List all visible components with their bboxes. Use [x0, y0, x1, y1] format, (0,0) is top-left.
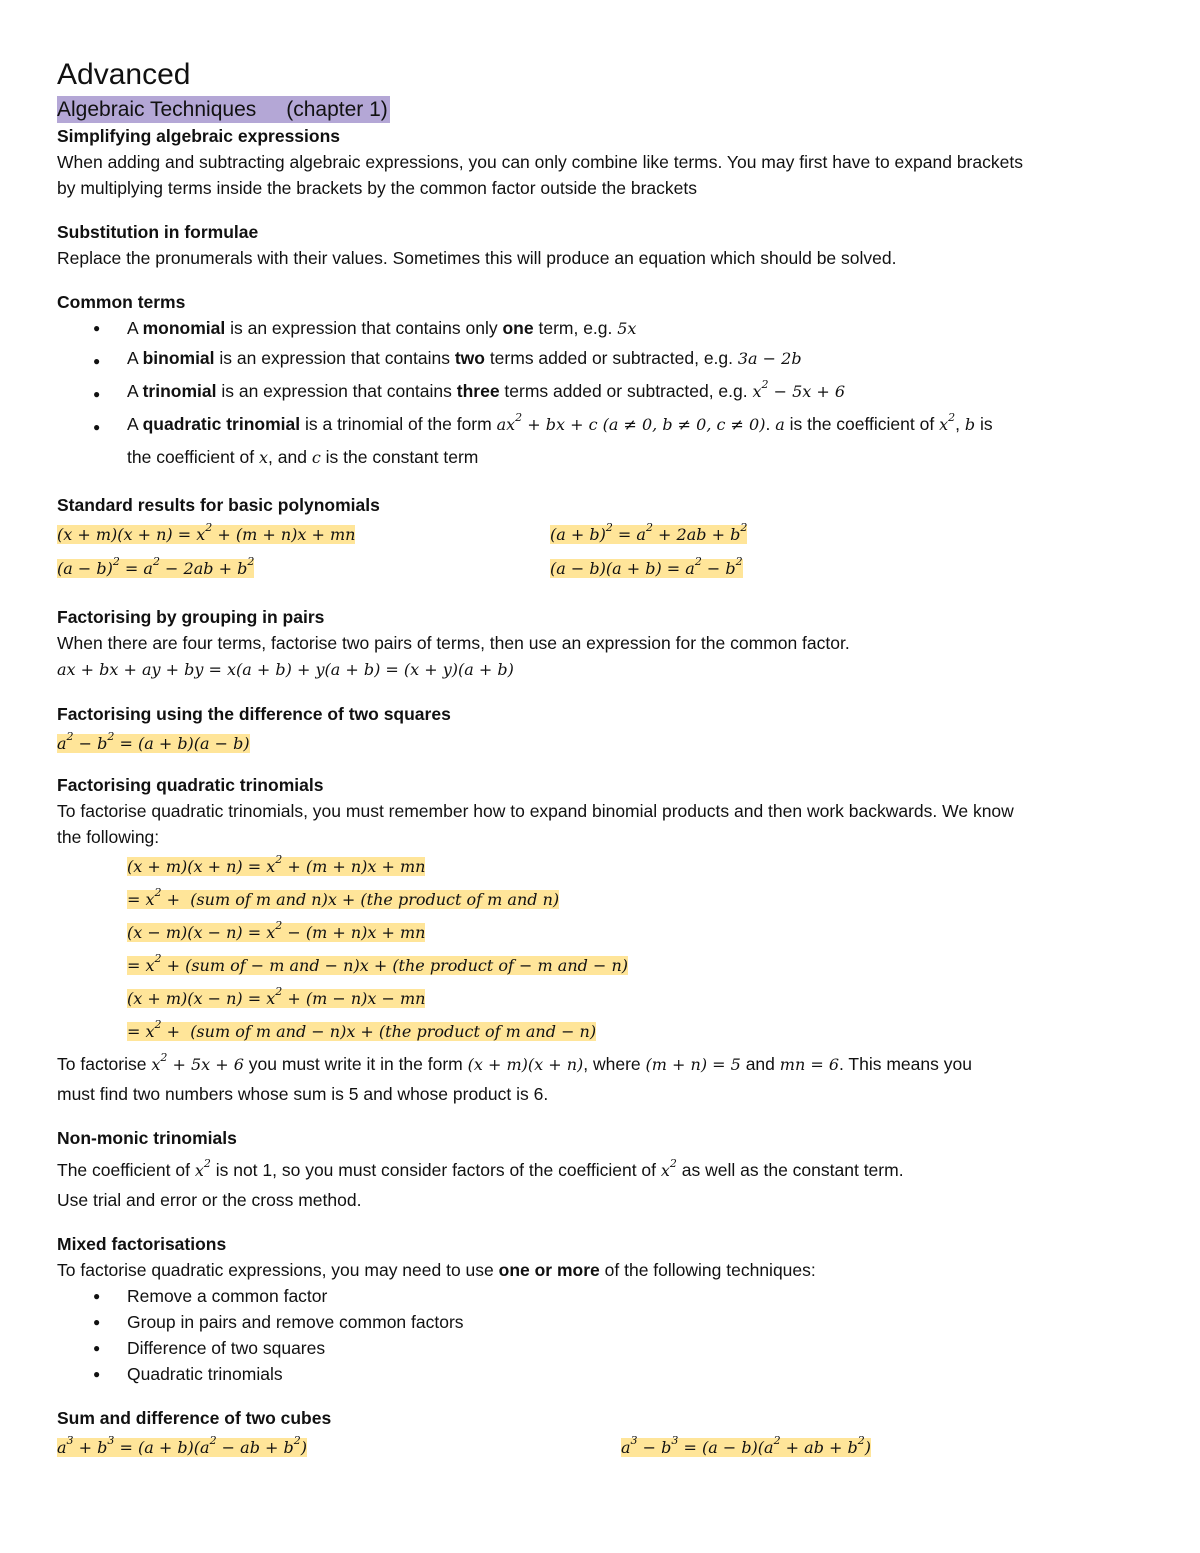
- quadratic-example: To factorise $x^2 + 5x + 6$ you must write it in the form (x + m)(x + n), where (m + n) = 5 and mn = 6. This means you: [57, 1051, 972, 1074]
- formula-sum-of-cubes: $a^3 + b^3 = (a + b)(a^2$ − ab + $b^2$): [57, 1434, 308, 1457]
- nonmonic-text-1: The coefficient of $x^2$ is not 1, so you must consider factors of the coefficient of $x^2$ as well as the constant term.: [57, 1157, 904, 1180]
- document-page: Advanced Algebraic Techniques (chapter 1) Simplifying algebraic expressions When adding and subtracting algebraic expressions, you can only combine like terms. You may first have to expand brackets by multiplying terms inside the brackets by the common factor outside the brackets Substitution in formulae Replace the pronumerals with their values. Sometimes this will produce an equation which should be solved. Common terms ● A monomial is an expression that contains only one term, e.g. 5x ● A binomial is an expression that contains two terms added or subtracted, e.g. 3a − 2b ● A trinomial is an expression that contains three terms added or subtracted, e.g. $x^2 - 5x + 6$ ● A quadratic trinomial is a trinomial of the form $ax^2$ + bx + c (a ≠ 0, b ≠ 0, c ≠ 0). a is the coefficient of $x^2$, b is the coefficient of x, and c is the constant term Standard results for basic polynomials $(x + m)(x + n) = x^2 + (m + n)x$ + mn $(a + b)^2 = a^2 + 2ab + b^2$ $(a - b)^2 = a^2 - 2ab + b^2$ $(a - b)(a + b) = a^2 - b^2$ Factorising by grouping in pairs When there are four terms, factorise two pairs of terms, then use an expression for the common factor. ax + bx + ay + by = x(a + b) + y(a + b) = (x + y)(a + b) Factorising using the difference of two squares $a^2 - b^2 = (a + b)(a - b)$ Factorising quadratic trinomials To factorise quadratic trinomials, you must remember how to expand binomial products and then work backwards. We know the following: $(x + m)(x + n) = x^2 + (m + n)x$ + mn = $x^2 + (sum$ of m and n)x + (the product of m and n) $(x - m)(x - n) = x^2 - (m + n)x$ + mn = $x^2 + (sum$ of − m and − n)x + (the product of − m and − n) $(x + m)(x - n) = x^2 + (m - n)x$ − mn = $x^2 + (sum$ of m and − n)x + (the product of m and − n) To factorise $x^2 + 5x + 6$ you must write it in the form (x + m)(x + n), where (m + n) = 5 and mn = 6. This means you must find two numbers whose sum is 5 and whose product is 6. Non-monic trinomials The coefficient of $x^2$ is not 1, so you must consider factors of the coefficient of $x^2$ as well as the constant term. Use trial and error or the cross method. Mixed factorisations To factorise quadratic expressions, you may need to use one or more of the following techniques: ● Remove a common factor ● Group in pairs and remove common factors ● Difference of two squares ● Quadratic trinomials Sum and difference of two cubes $a^3 + b^3 = (a + b)(a^2$ − ab + $b^2$) $a^3 - b^3 = (a - b)(a^2$ + ab + $b^2$): [57, 56, 1147, 1465]
- substitution-text: Replace the pronumerals with their values. Sometimes this will produce an equation which should be solved.: [57, 248, 897, 268]
- dots-heading: Factorising using the difference of two squares: [57, 704, 451, 724]
- common-terms-list: [57, 315, 1147, 474]
- math-expression: 5x: [617, 319, 637, 338]
- list-item: ● Difference of two squares: [57, 1335, 1147, 1361]
- simplifying-heading: Simplifying algebraic expressions: [57, 126, 341, 146]
- list-item: ● Quadratic trinomials: [57, 1361, 1147, 1387]
- common-terms-heading: Common terms: [57, 292, 186, 312]
- standard-results-row-1: [57, 518, 1147, 552]
- dots-formula: $a^2 - b^2 = (a + b)(a - b)$: [57, 730, 250, 753]
- grouping-heading: Factorising by grouping in pairs: [57, 607, 325, 627]
- quadratic-list: [57, 850, 1147, 883]
- formula-binomial-product: $(x + m)(x + n) = x^2 + (m + n)x$ + mn: [57, 521, 356, 544]
- math-expression: $x^2 - 5x + 6$: [752, 378, 846, 401]
- grouping-equation: ax + bx + ay + by = x(a + b) + y(a + b) = (x + y)(a + b): [57, 660, 514, 679]
- list-item-binomial: ● A binomial is an expression that contains two terms added or subtracted, e.g. 3a − 2b: [57, 342, 1147, 375]
- list-item-continuation: the coefficient of x, and c is the constant term: [127, 447, 479, 467]
- quadratic-heading: Factorising quadratic trinomials: [57, 775, 324, 795]
- chapter-heading: [57, 96, 390, 123]
- chapter-title: Algebraic Techniques: [57, 98, 257, 121]
- quadratic-text-1: To factorise quadratic trinomials, you must remember how to expand binomial products and then work backwards. We know: [57, 801, 1014, 821]
- nonmonic-text-2: Use trial and error or the cross method.: [57, 1190, 362, 1210]
- formula-difference-of-cubes: $a^3 - b^3 = (a - b)(a^2$ + ab + $b^2$): [621, 1434, 872, 1457]
- substitution-heading: Substitution in formulae: [57, 222, 259, 242]
- math-expression: $ax^2$ + bx + c (a ≠ 0, b ≠ 0, c ≠ 0): [496, 411, 766, 434]
- formula-difference-of-squares: $(a - b)(a + b) = a^2 - b^2$: [550, 555, 743, 578]
- list-item: ● Remove a common factor: [57, 1283, 1147, 1309]
- list-item-trinomial: ● A trinomial is an expression that contains three terms added or subtracted, e.g. $x^2 - 5x + 6$: [57, 375, 1147, 408]
- formula-square-of-difference: $(a - b)^2 = a^2 - 2ab + b^2$: [57, 555, 255, 578]
- standard-results-heading: Standard results for basic polynomials: [57, 495, 380, 515]
- list-item: ● Group in pairs and remove common factors: [57, 1309, 1147, 1335]
- cubes-heading: Sum and difference of two cubes: [57, 1408, 332, 1428]
- standard-results-row-2: [57, 552, 1147, 586]
- page-title: Advanced: [57, 58, 191, 91]
- quadratic-text-2: the following:: [57, 827, 160, 847]
- list-item: $(x + m)(x + n) = x^2 + (m + n)x$ + mn: [127, 853, 426, 876]
- chapter-number: (chapter 1): [286, 98, 388, 121]
- simplifying-text-1: When adding and subtracting algebraic expressions, you can only combine like terms. You may first have to expand brackets: [57, 152, 1023, 172]
- math-expression: 3a − 2b: [737, 349, 802, 368]
- mixed-heading: Mixed factorisations: [57, 1234, 227, 1254]
- nonmonic-heading: Non-monic trinomials: [57, 1128, 237, 1148]
- list-item: $(x + m)(x - n) = x^2 + (m - n)x$ − mn: [127, 985, 426, 1008]
- simplifying-text-2: by multiplying terms inside the brackets by the common factor outside the brackets: [57, 178, 698, 198]
- grouping-text: When there are four terms, factorise two pairs of terms, then use an expression for the common factor.: [57, 633, 850, 653]
- mixed-intro: To factorise quadratic expressions, you may need to use one or more of the following techniques:: [57, 1260, 816, 1280]
- cubes-row: [57, 1431, 1147, 1465]
- mixed-list: [57, 1283, 1147, 1387]
- formula-square-of-sum: $(a + b)^2 = a^2 + 2ab + b^2$: [550, 521, 748, 544]
- list-item-monomial: ● A monomial is an expression that contains only one term, e.g. 5x: [57, 315, 1147, 342]
- quadratic-example-2: must find two numbers whose sum is 5 and whose product is 6.: [57, 1084, 549, 1104]
- list-item-quadratic-trinomial: ● A quadratic trinomial is a trinomial of the form $ax^2$ + bx + c (a ≠ 0, b ≠ 0, c ≠ 0). a is the coefficient of $x^2$, b is: [57, 408, 1147, 441]
- list-item: $(x - m)(x - n) = x^2 - (m + n)x$ + mn: [127, 919, 426, 942]
